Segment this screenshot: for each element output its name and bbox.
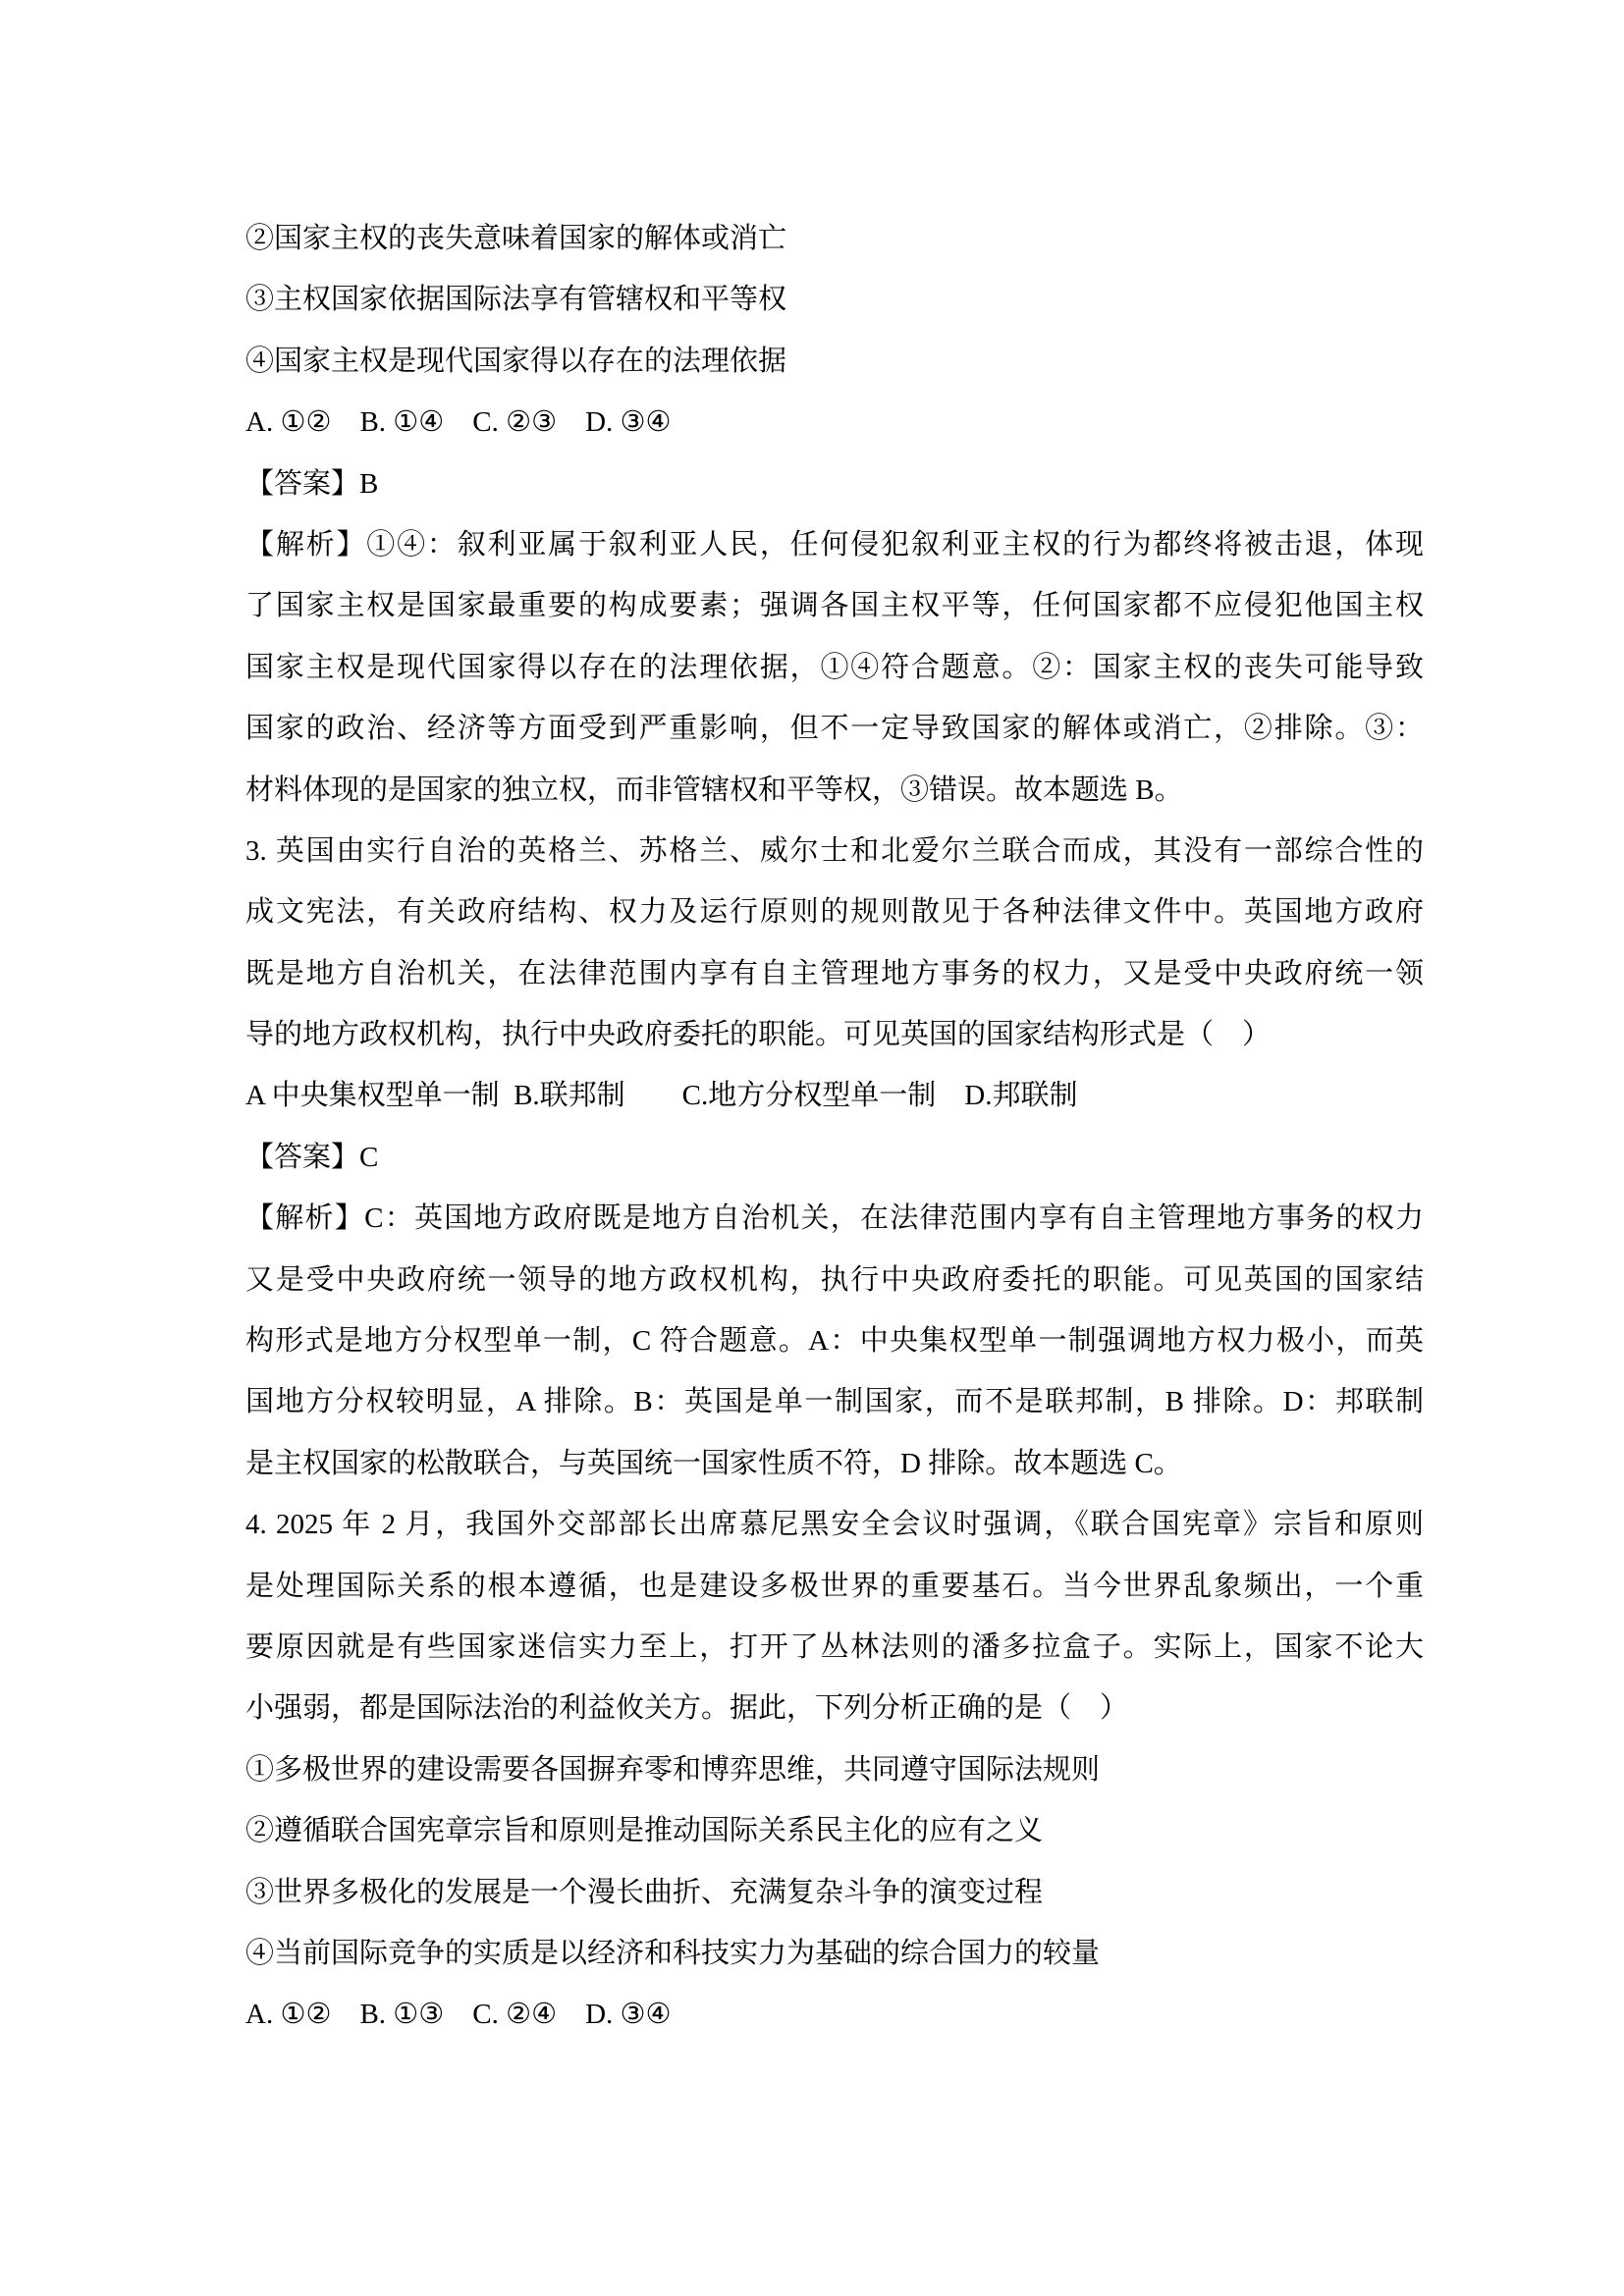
q3-stem-line-4: 导的地方政权机构，执行中央政府委托的职能。可见英国的国家结构形式是（ ） xyxy=(245,1019,1272,1051)
q3-stem-line-3: 既是地方自治机关，在法律范围内享有自主管理地方事务的权力，又是受中央政府统一领 xyxy=(245,957,1424,989)
q2-sub-item-4: ④国家主权是现代国家得以存在的法理依据 xyxy=(245,345,787,377)
q2-answer-line xyxy=(245,454,1424,514)
q4-stem-line-4: 小强弱，都是国际法治的利益攸关方。据此，下列分析正确的是（ ） xyxy=(245,1692,1129,1725)
q2-analysis-line-4: 国家的政治、经济等方面受到严重影响，但不一定导致国家的解体或消亡，②排除。③： xyxy=(245,713,1424,745)
q2-analysis-line-1: 【解析】①④：叙利亚属于叙利亚人民，任何侵犯叙利亚主权的行为都终将被击退，体现 xyxy=(245,528,1424,561)
q4-options-line: A. ①② B. ①③ C. ②④ D. ③④ xyxy=(245,1999,672,2031)
q4-sub-item-1: ①多极世界的建设需要各国摒弃零和博弈思维，共同遵守国际法规则 xyxy=(245,1753,1101,1786)
q2-analysis-line-2: 了国家主权是国家最重要的构成要素；强调各国主权平等，任何国家都不应侵犯他国主权 xyxy=(245,590,1424,622)
q3-analysis-line-3: 构形式是地方分权型单一制，C 符合题意。A：中央集权型单一制强调地方权力极小，而英 xyxy=(245,1325,1424,1358)
q3-answer-value: C xyxy=(359,1141,379,1173)
q4-stem-line-2: 是处理国际关系的根本遵循，也是建设多极世界的重要基石。当今世界乱象频出，一个重 xyxy=(245,1570,1424,1602)
q2-options-line: A. ①② B. ①④ C. ②③ D. ③④ xyxy=(245,406,672,439)
q3-analysis-line-5: 是主权国家的松散联合，与英国统一国家性质不符，D 排除。故本题选 C。 xyxy=(245,1447,1182,1479)
question-3-block xyxy=(245,821,1424,1494)
q3-options-line: A 中央集权型单一制 B.联邦制 C.地方分权型单一制 D.邦联制 xyxy=(245,1080,1078,1112)
q3-answer-line xyxy=(245,1127,1424,1188)
q4-stem-line-3: 要原因就是有些国家迷信实力至上，打开了丛林法则的潘多拉盒子。实际上，国家不论大 xyxy=(245,1630,1424,1663)
question-2-tail-block xyxy=(245,208,1424,821)
q2-answer-label: 【答案】 xyxy=(245,467,360,500)
q2-analysis-line-5: 材料体现的是国家的独立权，而非管辖权和平等权，③错误。故本题选 B。 xyxy=(245,774,1183,806)
q3-answer-label: 【答案】 xyxy=(245,1141,360,1173)
q2-answer-value: B xyxy=(359,467,379,500)
q2-sub-item-3: ③主权国家依据国际法享有管辖权和平等权 xyxy=(245,284,787,316)
q3-analysis-line-4: 国地方分权较明显，A 排除。B：英国是单一制国家，而不是联邦制，B 排除。D：邦联制 xyxy=(245,1386,1424,1418)
q4-sub-item-2: ②遵循联合国宪章宗旨和原则是推动国际关系民主化的应有之义 xyxy=(245,1815,1044,1847)
q3-stem-line-2: 成文宪法，有关政府结构、权力及运行原则的规则散见于各种法律文件中。英国地方政府 xyxy=(245,896,1424,929)
q2-analysis-line-3: 国家主权是现代国家得以存在的法理依据，①④符合题意。②：国家主权的丧失可能导致 xyxy=(245,651,1424,683)
q4-sub-item-4: ④当前国际竞争的实质是以经济和科技实力为基础的综合国力的较量 xyxy=(245,1937,1101,1969)
q4-stem-line-1: 4. 2025 年 2 月，我国外交部部长出席慕尼黑安全会议时强调，《联合国宪章》宗旨和原则 xyxy=(245,1509,1424,1541)
q3-analysis-line-2: 又是受中央政府统一领导的地方政权机构，执行中央政府委托的职能。可见英国的国家结 xyxy=(245,1263,1424,1296)
question-4-block xyxy=(245,1494,1424,2046)
q4-sub-item-3: ③世界多极化的发展是一个漫长曲折、充满复杂斗争的演变过程 xyxy=(245,1876,1044,1908)
q3-stem-line-1: 3. 英国由实行自治的英格兰、苏格兰、威尔士和北爱尔兰联合而成，其没有一部综合性的 xyxy=(245,834,1424,867)
q2-sub-item-2: ②国家主权的丧失意味着国家的解体或消亡 xyxy=(245,223,787,254)
q3-analysis-line-1: 【解析】C：英国地方政府既是地方自治机关，在法律范围内享有自主管理地方事务的权力 xyxy=(245,1202,1424,1235)
